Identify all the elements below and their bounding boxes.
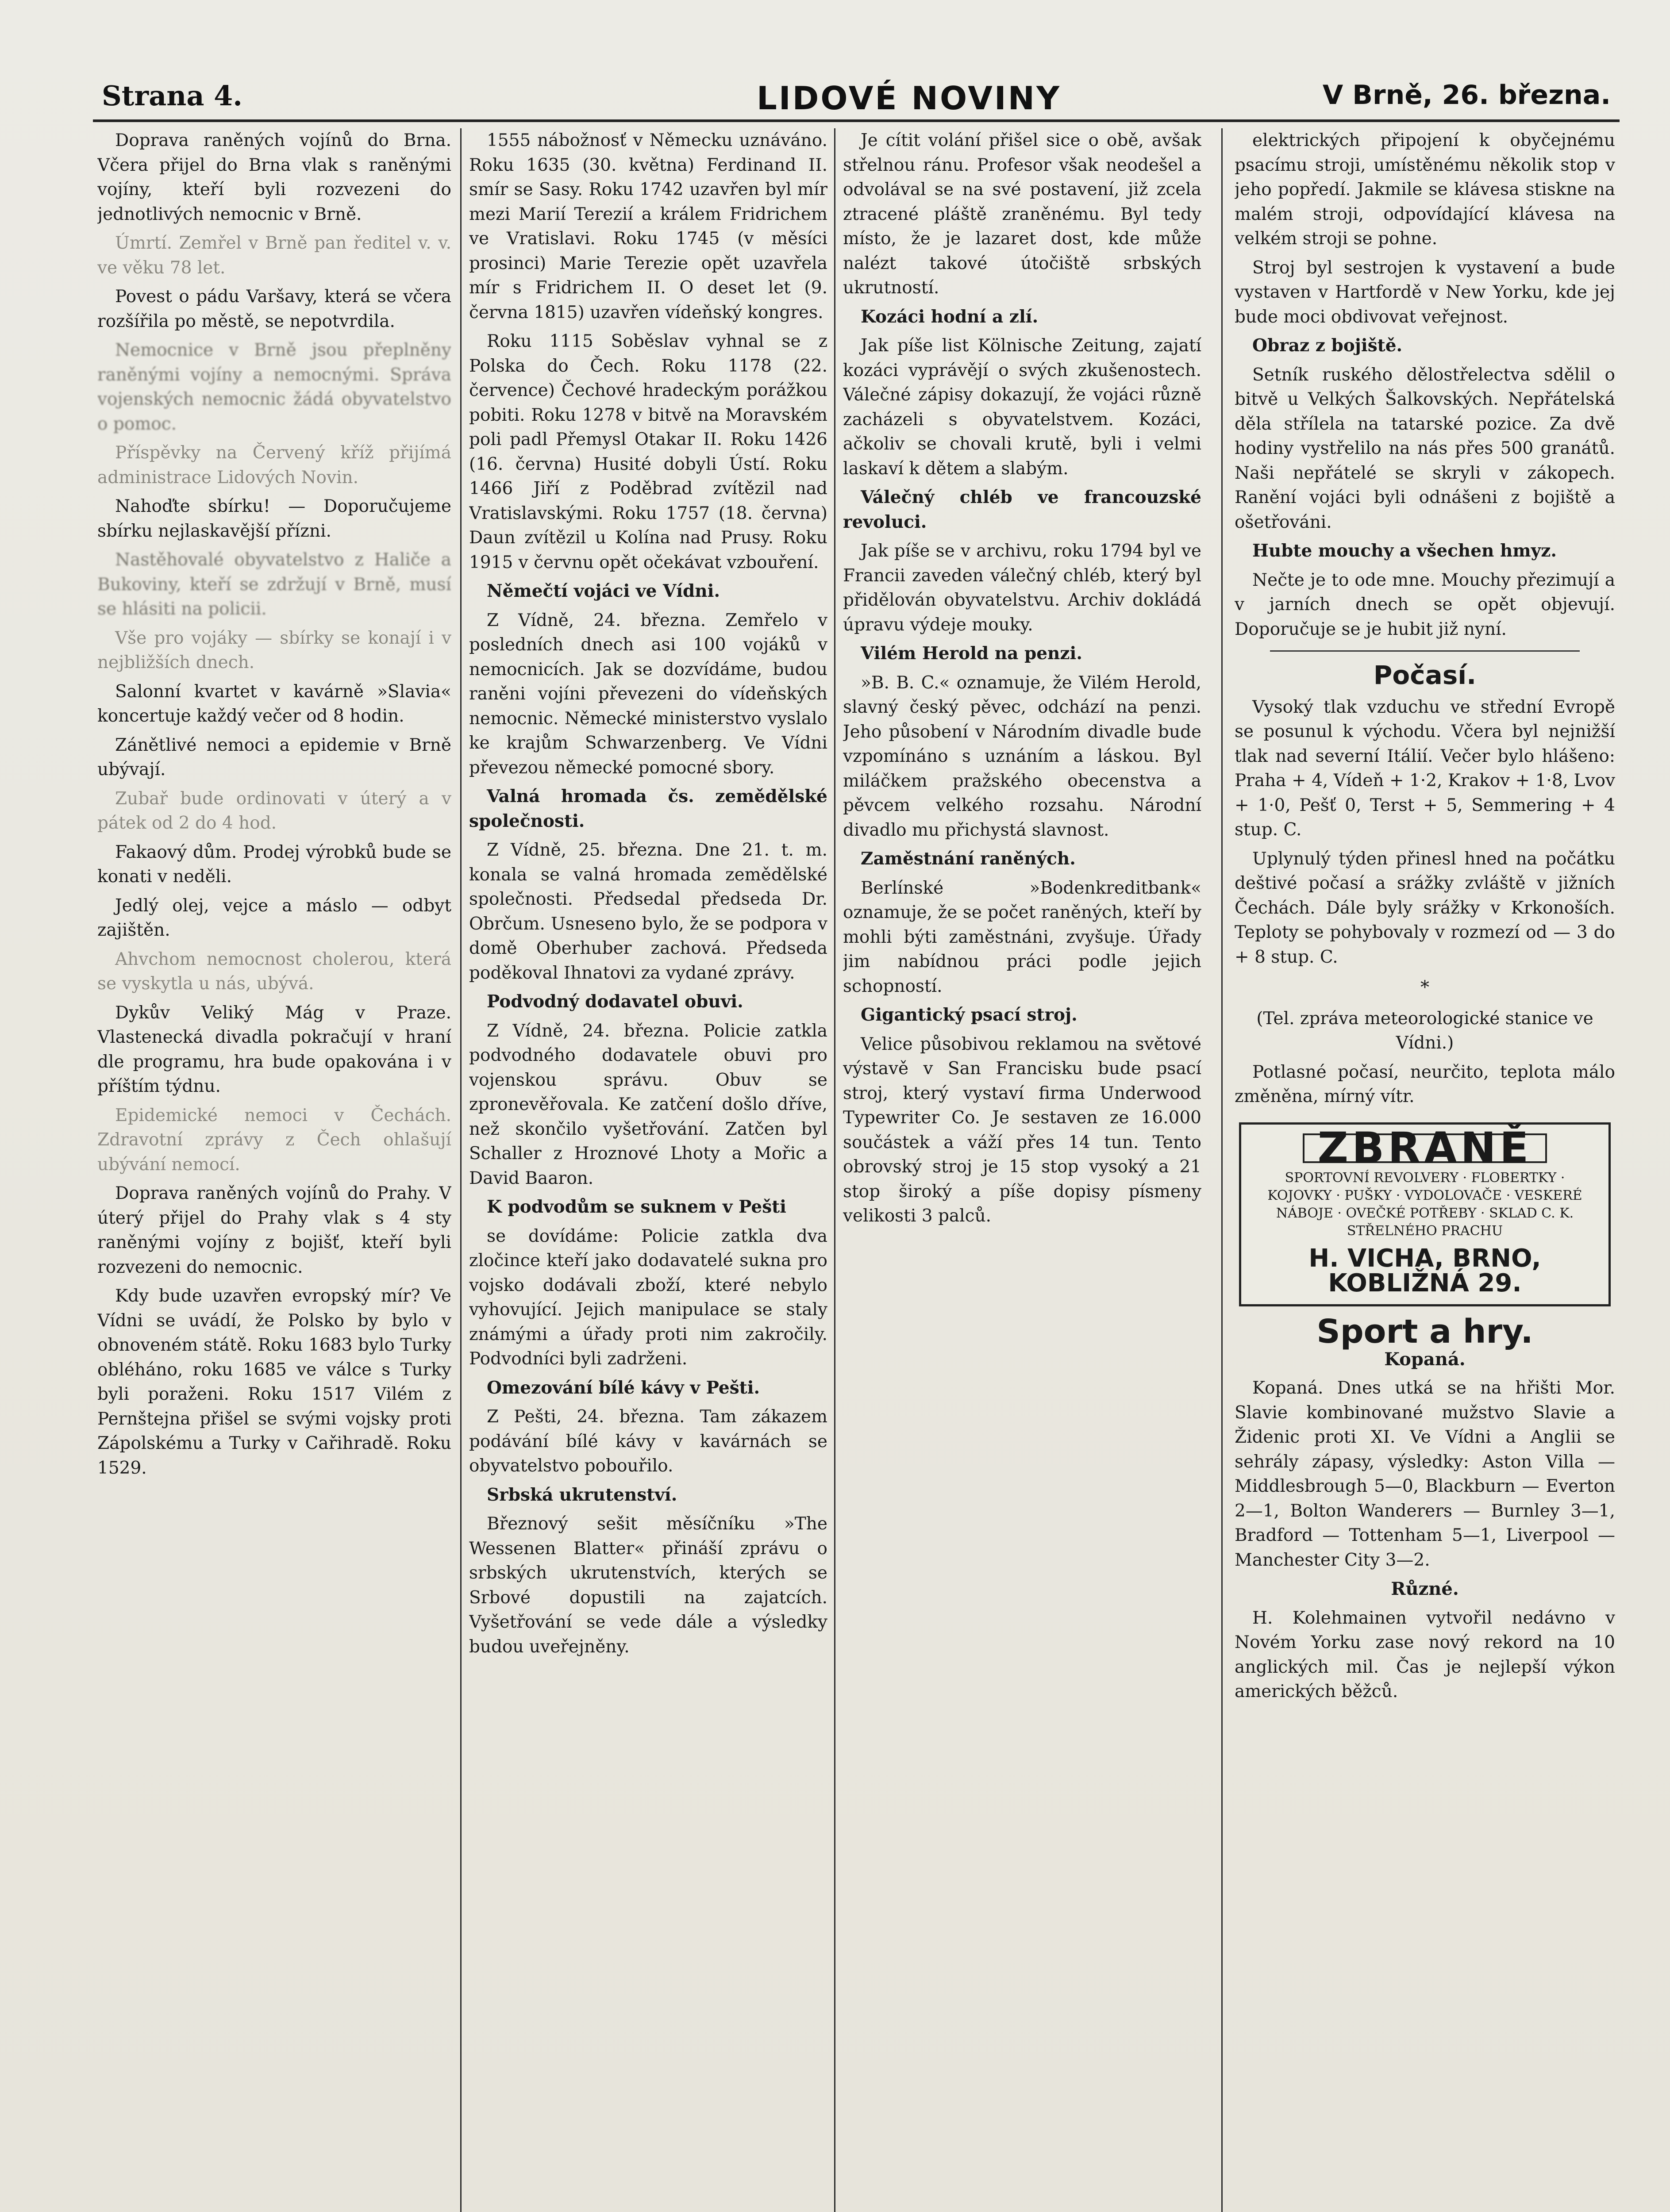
sport-subheading: Kopaná. [1384, 1348, 1466, 1370]
article-headline [843, 641, 1201, 666]
article-headline [469, 1376, 827, 1401]
article-headline [469, 579, 827, 604]
article-headline [1235, 539, 1615, 564]
column-3 [843, 128, 1201, 2212]
page-number: Strana 4. [102, 80, 242, 112]
misc-subheading: Různé. [1391, 1578, 1459, 1599]
article-headline [469, 784, 827, 833]
article-paragraph: Epidemické nemoci v Čechách. Zdravotní zprávy z Čech ohlašují ubývání nemocí. [97, 1105, 451, 1175]
advertisement-box [1239, 1122, 1611, 1307]
article-paragraph: Kdy bude uzavřen evropský mír? Ve Vídni se uvádí, že Polsko by bylo v obnoveném státě. Roku 1683 bylo Turky obléháno, roku 1685 ve válce s Turky byli poraženi. Roku 1517 Vilém z Pernštejna přišel se svými vojsky proti Zápolskému a Turky v Cařihradě. Roku 1529. [97, 1286, 451, 1478]
column-rule [834, 128, 835, 2212]
column-rule [1221, 128, 1223, 2212]
misc-paragraph: H. Kolehmainen vytvořil nedávno v Novém Yorku zase nový rekord na 10 anglických mil. Čas je nejlepší výkon amerických běžců. [1235, 1608, 1615, 1701]
article-paragraph: Úmrtí. Zemřel v Brně pan ředitel v. v. ve věku 78 let. [97, 233, 451, 278]
column-rule [460, 128, 462, 2212]
article-paragraph: Dykův Veliký Mág v Praze. Vlastenecká divadla pokračují v hraní dle programu, hra bude opakována i v příštím týdnu. [97, 1002, 451, 1096]
article-paragraph: Z Vídně, 24. března. Policie zatkla podvodného dodavatele obuvi pro vojenskou správu. Obuv se zpronevěřovala. Ke zatčení došlo dříve, než skončilo vyšetřování. Zatčen byl Schaller z Hroznové Lhoty a Mořic a David Baaron. [469, 1021, 827, 1188]
article-paragraph: Nastěhovalé obyvatelstvo z Haliče a Bukoviny, kteří se zdržují v Brně, musí se hlásiti na policii. [97, 550, 451, 619]
article-headline [843, 305, 1201, 330]
article-paragraph: Povest o pádu Varšavy, která se včera rozšířila po městě, se nepotvrdila. [97, 287, 451, 331]
article-paragraph: Z Pešti, 24. března. Tam zákazem podávání bílé kávy v kavárnách se obyvatelstvo pobouřilo. [469, 1407, 827, 1476]
article-paragraph: Z Vídně, 24. března. Zemřelo v posledních dnech asi 100 vojáků v nemocnicích. Jak se dozvídáme, budou raněni vojíni převezeni do vídeňských nemocnic. Německé ministerstvo vyslalo ke krajům Schwarzenberg. Ve Vídni převezou německé pomocné sbory. [469, 610, 827, 778]
masthead-title: LIDOVÉ NOVINY [757, 80, 1062, 117]
column-2 [469, 128, 827, 2212]
headline-text: Zaměstnání raněných. [861, 849, 1076, 869]
article-paragraph: Jedlý olej, vejce a máslo — odbyt zajištěn. [97, 895, 451, 940]
forecast-source: (Tel. zpráva meteorologické stanice ve Vídni.) [1256, 1008, 1593, 1053]
article-paragraph: Ahvchom nemocnost cholerou, která se vyskytla u nás, ubývá. [97, 949, 451, 994]
article-headline [843, 485, 1201, 534]
article-paragraph: »B. B. C.« oznamuje, že Vilém Herold, slavný český pěvec, odchází na penzi. Jeho působení v Národním divadle bude vzpomínáno s uznáním a láskou. Byl miláčkem pražského obecenstva a pěvcem velkého rozsahu. Národní divadlo mu přichystá slavnost. [843, 672, 1201, 840]
article-headline [1235, 334, 1615, 358]
article-paragraph: Velice působivou reklamou na světové výstavě v San Francisku bude psací stroj, který vystaví firma Underwood Typewriter Co. Je sestaven ze 16.000 součástek a váží přes 14 tun. Tento obrovský stroj je 15 stop vysoký a 21 stop široký a píše dopisy písmeny velikosti 3 palců. [843, 1034, 1201, 1226]
forecast-text: Potlasné počasí, neurčito, teplota málo změněna, mírný vítr. [1235, 1062, 1615, 1106]
weather-paragraph: Uplynulý týden přinesl hned na počátku deštivé počasí a srážky zvláště v jižních Čechách. Dále byly srážky v Krkonoších. Teploty se pohybovaly v rozmezí od — 3 do + 8 stup. C. [1235, 849, 1615, 967]
article-paragraph: 1555 nábožnosť v Německu uznáváno. Roku 1635 (30. května) Ferdinand II. smír se Sasy. Roku 1742 uzavřen byl mír mezi Marií Terezií a králem Fridrichem ve Vratislavi. Roku 1745 (v měsíci prosinci) Marie Terezie opět uzavřela mír s Fridrichem II. O deset let (9. června 1815) uzavřen vídeňský kongres. [469, 131, 827, 323]
article-paragraph: Nahoďte sbírku! — Doporučujeme sbírku nejlaskavější přízni. [97, 496, 451, 541]
weather-paragraph: Vysoký tlak vzduchu ve střední Evropě se posunul k východu. Včera byl nejnižší tlak nad severní Itálií. Večer bylo hlášeno: Praha + 4, Vídeň + 1·2, Krakov + 1·8, Lvov + 1·0, Pešť 0, Terst + 5, Semmering + 4 stup. C. [1235, 697, 1615, 840]
article-headline [843, 1003, 1201, 1028]
article-paragraph: Březnový sešit měsíčníku »The Wessenen Blatter« přináší zprávu o srbských ukrutenstvích, kterých se Srbové dopustili na zajatcích. Vyšetřování se vede dále a výsledky budou uveřejněny. [469, 1514, 827, 1657]
headline-text: K podvodům se suknem v Pešti [487, 1197, 786, 1217]
article-paragraph: Doprava raněných vojínů do Brna. Včera přijel do Brna vlak s raněnými vojíny, kteří byli rozvezeni do jednotlivých nemocnic v Brně. [97, 131, 451, 224]
article-paragraph: Doprava raněných vojínů do Prahy. V úterý přijel do Prahy vlak s 4 sty raněnými vojíny z bojišť, kteří byli rozvezeni do nemocnic. [97, 1183, 451, 1277]
headline-text: Srbská ukrutenství. [487, 1484, 677, 1505]
article-paragraph: Fakaový dům. Prodej výrobků bude se konati v neděli. [97, 842, 451, 887]
column-1 [97, 128, 451, 2212]
article-paragraph: Vše pro vojáky — sbírky se konají i v nejbližších dnech. [97, 628, 451, 672]
separator-star: * [1420, 977, 1429, 998]
article-paragraph: Nemocnice v Brně jsou přeplněny raněnými vojíny a nemocnými. Správa vojenských nemocnic žádá obyvatelstvo o pomoc. [97, 340, 451, 434]
article-headline [469, 1483, 827, 1508]
ad-address: H. VICHA, BRNO, KOBLIŽNÁ 29. [1308, 1244, 1541, 1298]
headline-text: Hubte mouchy a všechen hmyz. [1252, 541, 1557, 561]
article-paragraph: Zubař bude ordinovati v úterý a v pátek od 2 do 4 hod. [97, 788, 451, 833]
ad-goods: SPORTOVNÍ REVOLVERY · FLOBERTKY · KOJOVKY · PUŠKY · VYDOLOVAČE · VESKERÉ NÁBOJE · OVEČKÉ POTŘEBY · SKLAD C. K. STŘELNÉHO PRACHU [1267, 1170, 1582, 1239]
page-header [93, 80, 1620, 122]
weather-heading: Počasí. [1373, 660, 1477, 690]
column-4 [1235, 128, 1615, 2212]
headline-text: Obraz z bojiště. [1252, 335, 1403, 356]
article-headline [469, 1195, 827, 1220]
article-paragraph: Nečte je to ode mne. Mouchy přezimují a v jarních dnech se opět objevují. Doporučuje se je hubit již nyní. [1235, 570, 1615, 639]
article-paragraph: Salonní kvartet v kavárně »Slavia« koncertuje každý večer od 8 hodin. [97, 681, 451, 726]
article-paragraph: Je cítit volání přišel sice o obě, avšak střelnou ránu. Profesor však neodešel a odvolával se na své postavení, již zcela ztracené pláště zraněnému. Byl tedy místo, že je lazaret dost, kde může nalézt takové útočiště srbských ukrutností. [843, 131, 1201, 298]
sport-paragraph: Kopaná. Dnes utká se na hřišti Mor. Slavie kombinované mužstvo Slavie a Židenic proti XI. Ve Vídni a Anglii se sehrály zápasy, výsledky: Aston Villa — Middlesbrough 5—0, Blackburn — Everton 2—1, Bolton Wanderers — Burnley 3—1, Bradford — Tottenham 5—1, Liverpool — Manchester City 3—2. [1235, 1378, 1615, 1570]
article-paragraph: Příspěvky na Červený kříž přijímá administrace Lidových Novin. [97, 443, 451, 488]
headline-text: Omezování bílé kávy v Pešti. [487, 1377, 760, 1398]
article-paragraph: Stroj byl sestrojen k vystavení a bude vystaven v Hartfordě v New Yorku, kde jej bude moci obdivovat veřejnost. [1235, 257, 1615, 327]
article-paragraph: elektrických připojení k obyčejnému psacímu stroji, umístěnému několik stop v jeho popředí. Jakmile se klávesa stiskne na malém stroji, odpovídající klávesa na velkém stroji se pohne. [1235, 131, 1615, 249]
article-paragraph: Berlínské »Bodenkreditbank« oznamuje, že se počet raněných, kteří by mohli býti zaměstnáni, zvyšuje. Úřady jim nabídnou práci podle jejich schopností. [843, 878, 1201, 996]
article-paragraph: Setník ruského dělostřelectva sdělil o bitvě u Velkých Šalkovských. Nepřátelská děla střílela na tatarské pozice. Za dvě hodiny vystřelilo na nás přes 500 granátů. Naši nepřátelé se skryli v zákopech. Ranění vojáci byli odnášeni z bojiště a ošetřováni. [1235, 365, 1615, 532]
article-paragraph: se dovídáme: Policie zatkla dva zločince kteří jako dodavatelé sukna pro vojsko dodávali zboží, které nebylo vyhovující. Jejich manipulace se staly známými a úřady proti nim zakročily. Podvodníci byli zadrženi. [469, 1226, 827, 1369]
section-divider [1270, 650, 1580, 652]
article-paragraph: Roku 1115 Soběslav vyhnal se z Polska do Čech. Roku 1178 (22. července) Čechové hradeckým porážkou pobiti. Roku 1278 v bitvě na Moravském poli padl Přemysl Otakar II. Roku 1426 (16. června) Husité dobyli Ústí. Roku 1466 Jiří z Poděbrad zvítězil nad Vratislavskými. Roku 1757 (18. června) Daun zvítězil u Kolína nad Prusy. Roku 1915 v červnu opět očekávat vzbouření. [469, 331, 827, 572]
article-headline [469, 990, 827, 1014]
headline-text: Němečtí vojáci ve Vídni. [487, 581, 720, 601]
headline-text: Valná hromada čs. zemědělské společnosti. [469, 786, 827, 831]
article-paragraph: Z Vídně, 25. března. Dne 21. t. m. konala se valná hromada zemědělské společnosti. Předsedal předseda Dr. Obrčum. Usneseno bylo, že se podpora v domě Oberhuber zachová. Předseda poděkoval Ihnatovi za vydané zprávy. [469, 840, 827, 983]
sport-heading: Sport a hry. [1316, 1313, 1533, 1351]
ad-brand: ZBRANĚ [1303, 1133, 1547, 1164]
article-headline [843, 847, 1201, 872]
article-paragraph: Jak píše se v archivu, roku 1794 byl ve Francii zaveden válečný chléb, který byl přidělován obyvatelstvu. Archiv dokládá úpravu výdeje mouky. [843, 541, 1201, 635]
headline-text: Kozáci hodní a zlí. [861, 306, 1039, 327]
headline-text: Podvodný dodavatel obuvi. [487, 991, 743, 1012]
article-paragraph: Jak píše list Kölnische Zeitung, zajatí kozáci vyprávějí o svých zkušenostech. Válečné zápisy dokazují, že vojáci různě zacházeli s obyvatelstvem. Kozáci, ačkoliv se chovali krutě, byli i velmi laskaví k dětem a slabým. [843, 336, 1201, 479]
headline-text: Vilém Herold na penzi. [861, 643, 1082, 664]
headline-text: Gigantický psací stroj. [861, 1005, 1077, 1025]
article-paragraph: Zánětlivé nemoci a epidemie v Brně ubývají. [97, 735, 451, 780]
headline-text: Válečný chléb ve francouzské revoluci. [843, 487, 1201, 532]
issue-date: V Brně, 26. března. [1322, 80, 1611, 111]
